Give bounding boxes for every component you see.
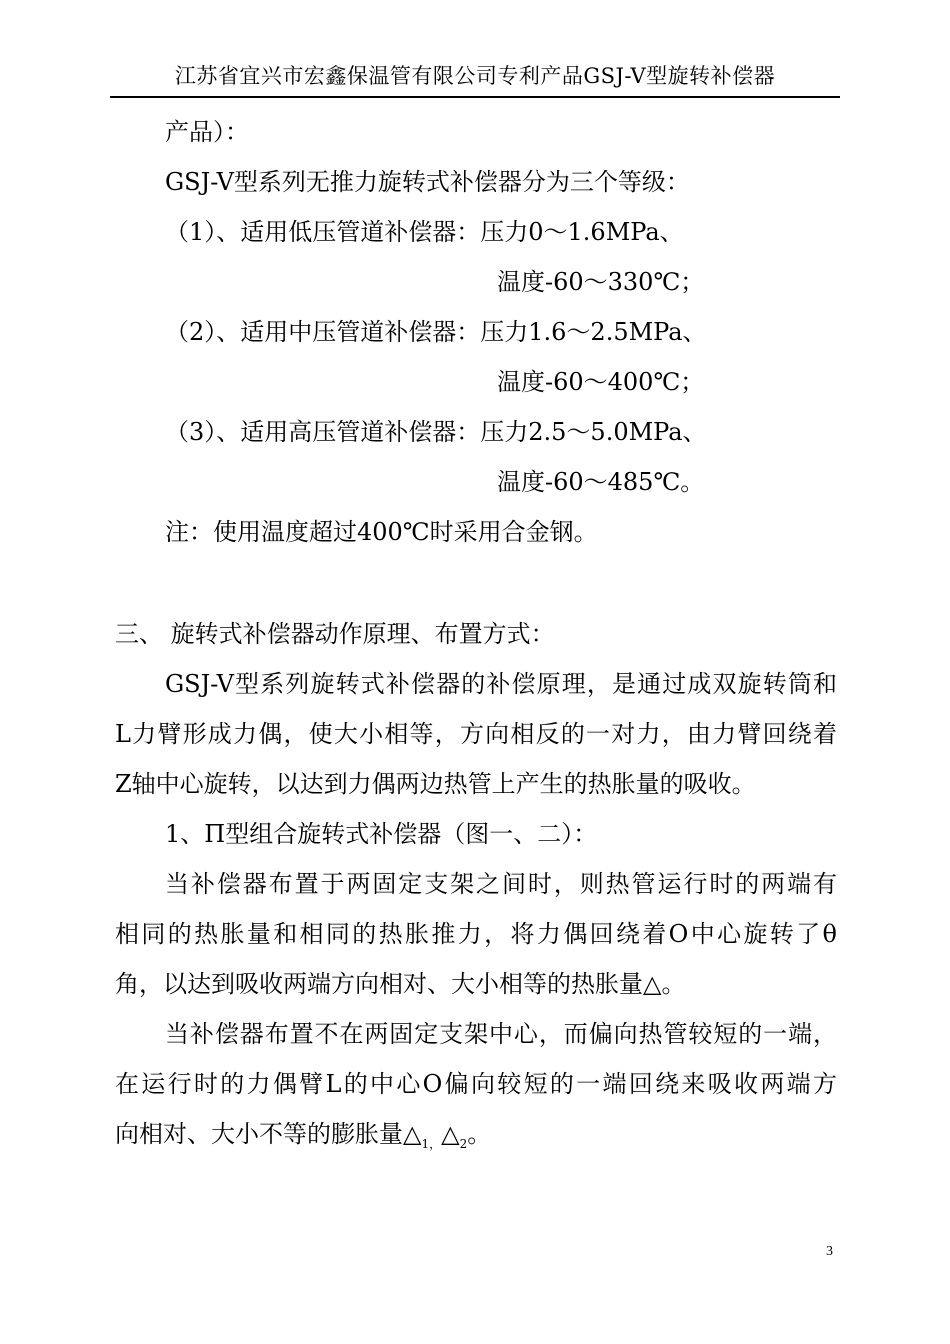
paragraph-line: 相同的热胀量和相同的热胀推力，将力偶回绕着O中心旋转了θ bbox=[115, 920, 837, 948]
paragraph-line: 当补偿器布置于两固定支架之间时，则热管运行时的两端有 bbox=[165, 870, 837, 898]
subscript: 1， bbox=[421, 1137, 442, 1151]
pressure-grade-high: （3）、适用高压管道补偿器：压力2.5～5.0MPa、 bbox=[165, 418, 707, 446]
subscript: 2 bbox=[459, 1137, 468, 1151]
paragraph-line: 当补偿器布置不在两固定支架中心，而偏向热管较短的一端， bbox=[165, 1020, 837, 1048]
subsection-heading: 1、Π型组合旋转式补偿器（图一、二）： bbox=[165, 820, 598, 848]
pressure-grade-low: （1）、适用低压管道补偿器：压力0～1.6MPa、 bbox=[165, 218, 684, 246]
note-line: 注：使用温度超过400℃时采用合金钢。 bbox=[165, 518, 598, 546]
paragraph-line bbox=[115, 1120, 491, 1158]
paragraph-line: 产品）： bbox=[165, 118, 249, 146]
paragraph-line: 角，以达到吸收两端方向相对、大小相等的热胀量△。 bbox=[115, 970, 686, 998]
paragraph-line: GSJ-V型系列旋转式补偿器的补偿原理，是通过成双旋转筒和 bbox=[165, 670, 837, 698]
paragraph-line: Z轴中心旋转，以达到力偶两边热管上产生的热胀量的吸收。 bbox=[115, 770, 756, 798]
header-rule bbox=[110, 96, 840, 98]
temperature-grade-high: 温度-60～485℃。 bbox=[497, 468, 705, 496]
section-heading: 三、 旋转式补偿器动作原理、布置方式： bbox=[115, 620, 555, 648]
page-header-title: 江苏省宜兴市宏鑫保温管有限公司专利产品GSJ-V型旋转补偿器 bbox=[174, 64, 776, 88]
text-run: △ bbox=[441, 1120, 460, 1148]
temperature-grade-low: 温度-60～330℃； bbox=[497, 268, 705, 296]
paragraph-line: GSJ-V型系列无推力旋转式补偿器分为三个等级： bbox=[165, 168, 690, 196]
pressure-grade-medium: （2）、适用中压管道补偿器：压力1.6～2.5MPa、 bbox=[165, 318, 707, 346]
text-run: 。 bbox=[467, 1120, 492, 1148]
temperature-grade-medium: 温度-60～400℃； bbox=[497, 368, 705, 396]
page-number: 3 bbox=[826, 1244, 833, 1259]
paragraph-line: L力臂形成力偶，使大小相等，方向相反的一对力，由力臂回绕着 bbox=[115, 720, 837, 748]
paragraph-line: 在运行时的力偶臂L的中心O偏向较短的一端回绕来吸收两端方 bbox=[115, 1070, 837, 1098]
text-run: 向相对、大小不等的膨胀量△ bbox=[115, 1120, 422, 1148]
